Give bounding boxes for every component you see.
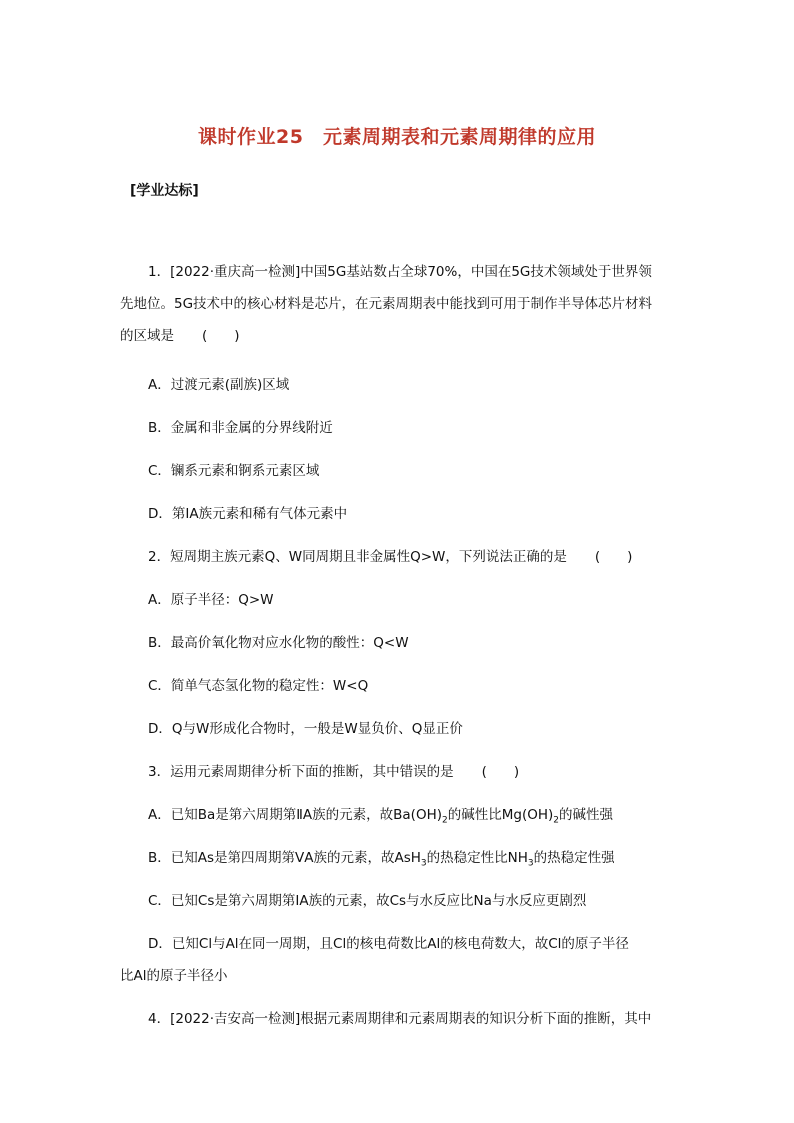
q3-b-text-1: B．已知As是第四周期第ⅤA族的元素，故AsH <box>148 850 421 866</box>
q1-stem-line2: 先地位。5G技术中的核心材料是芯片，在元素周期表中能找到可用于制作半导体芯片材料 <box>120 296 653 312</box>
q2-option-b: B．最高价氧化物对应水化物的酸性：Q<W <box>148 635 409 651</box>
q3-b-text-2: 的热稳定性比NH <box>426 850 528 866</box>
q3-option-d-line2: 比Al的原子半径小 <box>120 968 228 984</box>
q2-option-a: A．原子半径：Q>W <box>148 592 274 608</box>
q3-a-text-3: 的碱性强 <box>559 807 613 823</box>
q4-stem-line1: 4．[2022·吉安高一检测]根据元素周期律和元素周期表的知识分析下面的推断，其中 <box>148 1011 652 1027</box>
q3-a-text-2: 的碱性比Mg(OH) <box>447 807 554 823</box>
q3-b-subscript-2: 3 <box>527 858 534 869</box>
q1-option-c: C．镧系元素和锕系元素区域 <box>148 463 320 479</box>
q3-b-subscript-1: 3 <box>420 858 427 869</box>
q3-option-d-line1: D．已知Cl与Al在同一周期，且Cl的核电荷数比Al的核电荷数大，故Cl的原子半径 <box>148 936 629 952</box>
q3-a-subscript-2: 2 <box>553 815 559 826</box>
q3-option-b <box>148 846 708 869</box>
q2-stem <box>148 545 708 565</box>
q3-b-text-3: 的热稳定性强 <box>533 850 615 866</box>
section-heading: [学业达标] <box>130 183 199 199</box>
q1-stem-line1: 1．[2022·重庆高一检测]中国5G基站数占全球70%，中国在5G技术领域处于世界领 <box>148 264 652 280</box>
q3-stem <box>148 760 708 780</box>
q2-option-c: C．简单气态氢化物的稳定性：W<Q <box>148 678 369 694</box>
q3-a-text-1: A．已知Ba是第六周期第ⅡA族的元素，故Ba(OH) <box>148 807 442 823</box>
q3-answer-paren: ( ) <box>481 764 520 780</box>
q1-option-a: A．过渡元素(副族)区域 <box>148 377 290 393</box>
q2-answer-paren: ( ) <box>594 549 633 565</box>
q1-option-b: B．金属和非金属的分界线附近 <box>148 420 333 436</box>
q3-option-a <box>148 803 708 826</box>
q1-stem-line3 <box>120 324 680 344</box>
q3-stem-text: 3．运用元素周期律分析下面的推断，其中错误的是 <box>148 764 454 780</box>
page-title: 课时作业25 元素周期表和元素周期律的应用 <box>198 126 596 148</box>
q1-option-d: D．第ⅠA族元素和稀有气体元素中 <box>148 506 348 522</box>
q1-answer-paren: ( ) <box>202 328 240 344</box>
q3-a-subscript-1: 2 <box>442 815 448 826</box>
q2-stem-text: 2．短周期主族元素Q、W同周期且非金属性Q>W，下列说法正确的是 <box>148 549 567 565</box>
q2-option-d: D．Q与W形成化合物时，一般是W显负价、Q显正价 <box>148 721 463 737</box>
q1-stem-text: 的区域是 <box>120 328 174 344</box>
q3-option-c: C．已知Cs是第六周期第ⅠA族的元素，故Cs与水反应比Na与水反应更剧烈 <box>148 893 587 909</box>
